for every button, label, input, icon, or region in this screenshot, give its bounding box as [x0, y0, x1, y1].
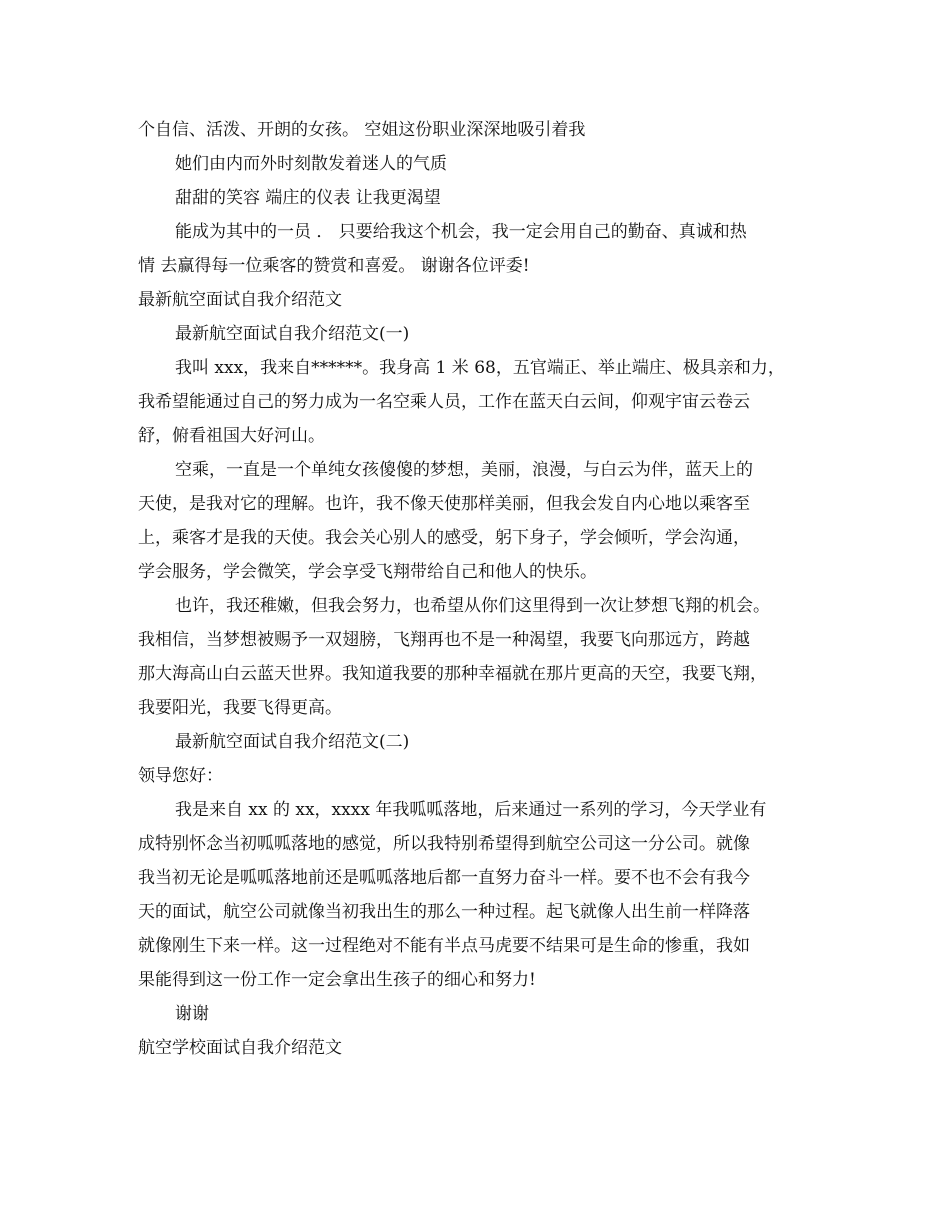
- text-line: 天使，是我对它的理解。也许，我不像天使那样美丽，但我会发自内心地以乘客至: [138, 494, 750, 514]
- text-line: 那大海高山白云蓝天世界。我知道我要的那种幸福就在那片更高的天空，我要飞翔，: [138, 664, 767, 684]
- text-line: 个自信、活泼、开朗的女孩。 空姐这份职业深深地吸引着我: [138, 120, 586, 140]
- text-line: 最新航空面试自我介绍范文(二): [175, 732, 410, 752]
- text-line: 舒，俯看祖国大好河山。: [138, 426, 325, 446]
- text-line: 谢谢: [175, 1004, 209, 1024]
- text-line: 果能得到这一份工作一定会拿出生孩子的细心和努力!: [138, 970, 536, 990]
- text-line: 我希望能通过自己的努力成为一名空乘人员，工作在蓝天白云间，仰观宇宙云卷云: [138, 392, 750, 412]
- text-line: 我当初无论是呱呱落地前还是呱呱落地后都一直努力奋斗一样。要不也不会有我今: [138, 868, 750, 888]
- text-line: 能成为其中的一员 ． 只要给我这个机会，我一定会用自己的勤奋、真诚和热: [175, 222, 747, 242]
- text-line: 最新航空面试自我介绍范文(一): [175, 324, 410, 344]
- text-line: 我要阳光，我要飞得更高。: [138, 698, 342, 718]
- text-line: 最新航空面试自我介绍范文: [138, 290, 342, 310]
- document-body: [138, 113, 828, 1065]
- text-line: 我是来自 xx 的 xx，xxxx 年我呱呱落地，后来通过一系列的学习，今天学业有: [175, 800, 767, 820]
- text-line: 甜甜的笑容 端庄的仪表 让我更渴望: [175, 188, 441, 208]
- text-line: 领导您好：: [138, 766, 223, 786]
- text-line: 航空学校面试自我介绍范文: [138, 1038, 342, 1058]
- text-line: 也许，我还稚嫩，但我会努力，也希望从你们这里得到一次让梦想飞翔的机会。: [175, 596, 770, 616]
- text-line: 成特别怀念当初呱呱落地的感觉，所以我特别希望得到航空公司这一分公司。就像: [138, 834, 750, 854]
- text-line: 情 去赢得每一位乘客的赞赏和喜爱。 谢谢各位评委!: [138, 256, 530, 276]
- text-line: 上，乘客才是我的天使。我会关心别人的感受，躬下身子，学会倾听，学会沟通，: [138, 528, 750, 548]
- text-line: 我相信，当梦想被赐予一双翅膀，飞翔再也不是一种渴望，我要飞向那远方，跨越: [138, 630, 750, 650]
- text-line: 学会服务，学会微笑，学会享受飞翔带给自己和他人的快乐。: [138, 562, 597, 582]
- text-line: 我叫 xxx，我来自******。我身高 1 米 68，五官端正、举止端庄、极具亲和力，: [175, 358, 785, 378]
- text-line: 她们由内而外时刻散发着迷人的气质: [175, 154, 447, 174]
- text-line: 就像刚生下来一样。这一过程绝对不能有半点马虎要不结果可是生命的惨重，我如: [138, 936, 750, 956]
- text-line: 天的面试，航空公司就像当初我出生的那么一种过程。起飞就像人出生前一样降落: [138, 902, 750, 922]
- text-line: 空乘，一直是一个单纯女孩傻傻的梦想，美丽，浪漫，与白云为伴，蓝天上的: [175, 460, 753, 480]
